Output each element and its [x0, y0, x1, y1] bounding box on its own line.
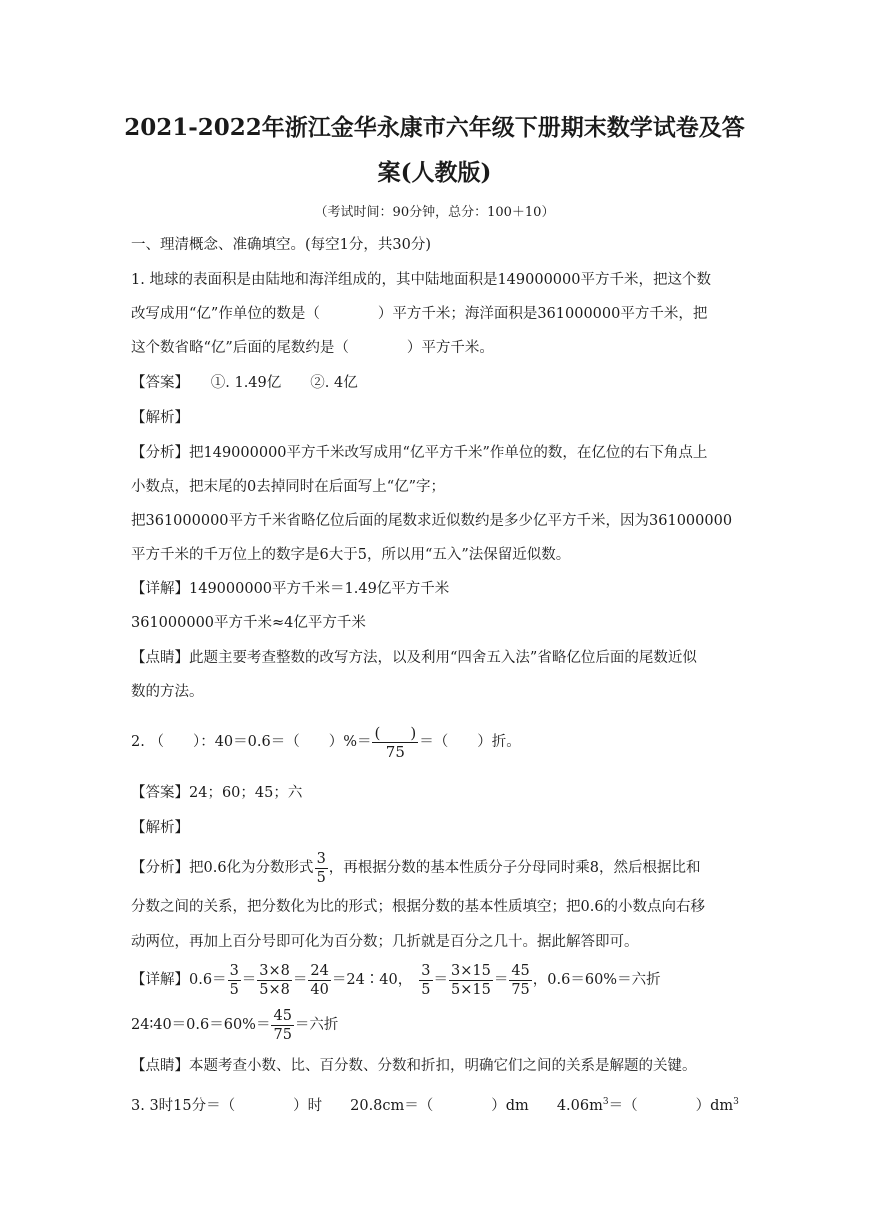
equals: ＝ — [241, 972, 257, 988]
frac-den: 5 — [229, 981, 239, 998]
q1-fenxi-4: 平方千米的千万位上的数字是6大于5，所以用“五入”法保留近似数。 — [131, 547, 571, 563]
q2-fenxi-1a: 【分析】把0.6化为分数形式 — [131, 860, 314, 876]
q1-dianjing-2: 数的方法。 — [131, 684, 204, 700]
fraction-3-5 — [315, 850, 328, 887]
fraction-3-5 — [228, 962, 241, 999]
q3-part-d: ＝（ ）dm — [608, 1097, 734, 1114]
frac-num: 45 — [273, 1007, 292, 1024]
q1-fenxi-1: 【分析】把149000000平方千米改写成用“亿平方千米”作单位的数，在亿位的右下角点上 — [131, 445, 708, 461]
frac-den: 5 — [421, 981, 431, 998]
xj2-suffix: ＝六折 — [294, 1017, 339, 1033]
q3-part-b: 20.8cm＝（ ）dm — [350, 1097, 529, 1114]
frac-den: 5×15 — [451, 981, 491, 998]
q1-dianjing-1: 【点睛】此题主要考查整数的改写方法，以及利用“四舍五入法”省略亿位后面的尾数近似 — [131, 650, 697, 666]
q1-xiangjie-2: 361000000平方千米≈4亿平方千米 — [131, 615, 366, 631]
q2-post: ＝（ ）折。 — [419, 734, 521, 750]
frac-num: 3 — [316, 850, 326, 867]
q3-part-a: 3. 3时15分＝（ ）时 — [131, 1097, 323, 1114]
frac-den: 5 — [316, 869, 326, 886]
frac-den: 75 — [273, 1026, 292, 1043]
frac-den: 40 — [310, 981, 329, 998]
fraction-45-75 — [509, 962, 531, 999]
equals: ＝ — [292, 972, 308, 988]
fraction-3-5 — [419, 962, 432, 999]
q2-answer: 【答案】24；60；45；六 — [131, 785, 303, 801]
q1-line3: 这个数省略“亿”后面的尾数约是（ ）平方千米。 — [131, 340, 494, 356]
equals: ＝ — [433, 972, 448, 988]
q1-line2: 改写成用“亿”作单位的数是（ ）平方千米；海洋面积是361000000平方千米，把 — [131, 306, 708, 322]
q2-xiangjie-2 — [131, 1005, 338, 1045]
q2-fraction-num: ( ) — [374, 723, 417, 742]
frac-num: 3 — [421, 962, 431, 979]
fraction-3x8-5x8 — [257, 962, 292, 999]
title-line-1: 2021-2022年浙江金华永康市六年级下册期末数学试卷及答 — [124, 114, 745, 141]
xj2-prefix: 24∶40＝0.6＝60%＝ — [131, 1017, 271, 1033]
q3-sup-1: 3 — [602, 1097, 609, 1107]
q1-answer: 【答案】 ①. 1.49亿 ②. 4亿 — [131, 375, 358, 391]
fraction-24-40 — [308, 962, 330, 999]
fraction-3x15-5x15 — [449, 962, 493, 999]
q2-fraction — [372, 724, 418, 761]
q1-xiangjie-1: 【详解】149000000平方千米＝1.49亿平方千米 — [131, 581, 450, 597]
xj-prefix: 【详解】0.6＝ — [131, 972, 227, 988]
q2-pre: 2. （ ）：40＝0.6＝（ ）%＝ — [131, 734, 372, 750]
frac-num: 24 — [310, 962, 329, 979]
exam-info: （考试时间：90分钟，总分：100＋10） — [314, 205, 555, 220]
fraction-45-75 — [271, 1007, 293, 1044]
q3-line — [131, 1092, 739, 1116]
frac-num: 3 — [229, 962, 239, 979]
q2-fraction-den: 75 — [385, 742, 405, 761]
q3-sup-2: 3 — [733, 1097, 739, 1107]
xj-suffix: ，0.6＝60%＝六折 — [532, 972, 661, 988]
q2-fenxi-1 — [131, 848, 701, 888]
equals: ＝ — [493, 972, 509, 988]
q2-question — [131, 722, 521, 762]
q2-xiangjie-1 — [131, 960, 661, 1000]
q1-jiexi: 【解析】 — [131, 410, 189, 426]
section-heading: 一、理清概念、准确填空。(每空1分，共30分) — [131, 237, 431, 253]
title-line-2: 案(人教版) — [377, 159, 492, 186]
frac-num: 3×15 — [451, 962, 491, 979]
q2-fenxi-3: 动两位，再加上百分号即可化为百分数；几折就是百分之几十。据此解答即可。 — [131, 934, 639, 950]
q2-fenxi-2: 分数之间的关系，把分数化为比的形式；根据分数的基本性质填空；把0.6的小数点向右移 — [131, 899, 706, 915]
q2-fenxi-1b: ，再根据分数的基本性质分子分母同时乘8，然后根据比和 — [328, 860, 701, 876]
q3-part-c: 4.06m — [556, 1097, 603, 1114]
frac-num: 45 — [511, 962, 530, 979]
frac-den: 5×8 — [259, 981, 290, 998]
q1-line1: 1. 地球的表面积是由陆地和海洋组成的，其中陆地面积是149000000平方千米，把这个数 — [131, 272, 711, 288]
q2-dianjing: 【点睛】本题考查小数、比、百分数、分数和折扣，明确它们之间的关系是解题的关键。 — [131, 1058, 697, 1074]
xj-ratio: ＝24∶40， — [331, 972, 413, 988]
q1-fenxi-3: 把361000000平方千米省略亿位后面的尾数求近似数约是多少亿平方千米，因为361000000 — [131, 513, 733, 529]
frac-num: 3×8 — [259, 962, 290, 979]
q2-jiexi: 【解析】 — [131, 820, 189, 836]
q1-fenxi-2: 小数点，把末尾的0去掉同时在后面写上“亿”字； — [131, 479, 446, 495]
frac-den: 75 — [511, 981, 530, 998]
